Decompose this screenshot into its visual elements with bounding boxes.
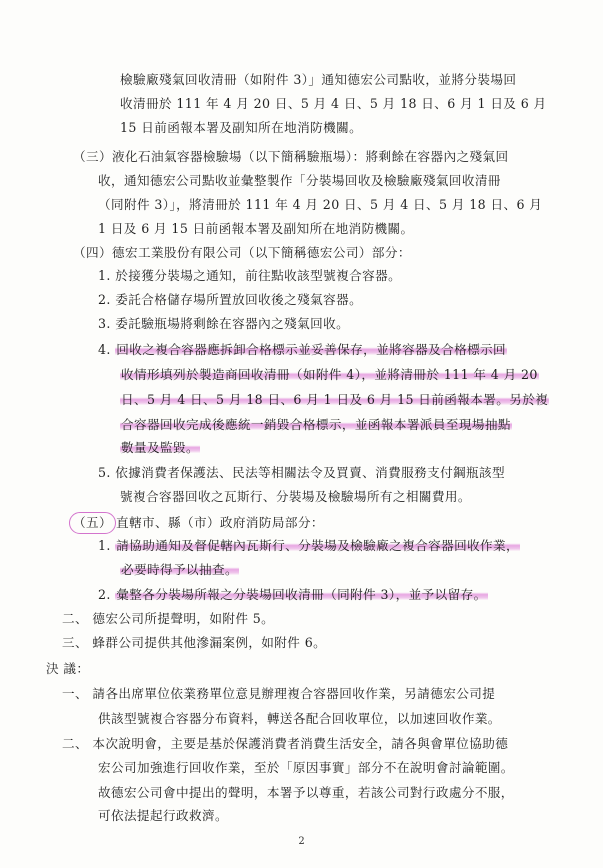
circled-mark: （五） [69,512,116,534]
section-4-heading: （四）德宏工業股份有限公司（以下簡稱德宏公司）部分： [73,245,411,260]
text-line: 收，通知德宏公司點收並彙整製作「分裝場回收及檢驗廠殘氣回收清冊 [98,173,501,188]
text-line [120,390,549,410]
highlight-mark: 回收之複合容器應拆卸合格標示並妥善保存，並將容器及合格標示回 [116,342,507,357]
text-line: 收清冊於 111 年 4 月 20 日、5 月 4 日、5 月 18 日、6 月 1 日及 6 月 [120,96,547,111]
text-line [120,560,239,580]
resolution-item: 一、 請各出席單位依業務單位意見辦理複合容器回收作業，另請德宏公司提 [62,686,496,701]
list-item: 3. 委託驗瓶場將剩餘在容器內之殘氣回收。 [98,316,350,331]
section-3-heading: （三）液化石油氣容器檢驗場（以下簡稱驗瓶場）：將剩餘在容器內之殘氣回 [73,149,509,164]
highlight-mark: 日、5 月 4 日、5 月 18 日、6 月 1 日及 6 月 15 日前函報本署。另於複 [121,392,549,407]
list-number: 4. [98,342,111,357]
text-line: 15 日前函報本署及副知所在地消防機關。 [120,120,363,135]
list-item: 1. 於接獲分裝場之通知，前往點收該型號複合容器。 [98,268,402,283]
highlight-mark: 必要時得予以抽查。 [121,562,238,577]
list-number: 1. [98,538,111,553]
resolution-item: 二、 本次說明會，主要是基於保護消費者消費生活安全，請各與會單位協助德 [62,736,509,751]
list-item: 2. 委託合格儲存場所置放回收後之殘氣容器。 [98,292,363,307]
highlight-mark: 請協助通知及督促轄內瓦斯行、分裝場及檢驗廠之複合容器回收作業， [116,538,520,553]
resolution-heading: 決 議： [46,661,90,676]
list-item-highlighted [98,340,507,360]
text-line: 供該型號複合容器分布資料，轉送各配合回收單位，以加速回收作業。 [98,711,501,726]
list-number: 2. [98,587,111,602]
highlight-mark: 合容器回收完成後應統一銷毀合格標示，並函報本署派員至現場抽點 [121,417,511,432]
text-line: 號複合容器回收之瓦斯行、分裝場及檢驗場所有之相關費用。 [120,489,471,504]
text-line [120,438,200,458]
page-number: 2 [298,836,305,847]
highlight-mark: 數量及監毀。 [121,440,199,455]
text-line: 可依法提起行政救濟。 [98,808,228,823]
text-line: 故德宏公司會中提出的聲明，本署予以尊重，若該公司對行政處分不服， [98,785,514,800]
text-line: （同附件 3）」，將清冊於 111 年 4 月 20 日、5 月 4 日、5 月 18 日、6 月 [98,197,543,212]
list-item-highlighted [98,585,488,605]
text-line [120,415,512,435]
section-5-heading: （五） 直轄市、縣（市）政府消防局部分： [73,512,324,534]
text-line [120,365,539,385]
highlight-mark: 收情形填列於製造商回收清冊（如附件 4），並將清冊於 111 年 4 月 20 [121,367,538,382]
text-line: 宏公司加強進行回收作業，至於「原因事實」部分不在說明會討論範圍。 [98,760,514,775]
list-item-highlighted [98,536,520,556]
text-line: 1 日及 6 月 15 日前函報本署及副知所在地消防機關。 [98,221,414,236]
list-item: 5. 依據消費者保護法、民法等相關法令及買賣、消費服務支付鋼瓶該型 [98,465,506,480]
text-line: 檢驗廠殘氣回收清冊（如附件 3）」通知德宏公司點收，並將分裝場回 [120,72,517,87]
item-3: 三、 蜂群公司提供其他滲漏案例，如附件 6。 [62,635,327,650]
highlight-mark: 彙整各分裝場所報之分裝場回收清冊（同附件 3），並予以留存。 [116,587,487,602]
item-2: 二、 德宏公司所提聲明，如附件 5。 [62,611,275,626]
